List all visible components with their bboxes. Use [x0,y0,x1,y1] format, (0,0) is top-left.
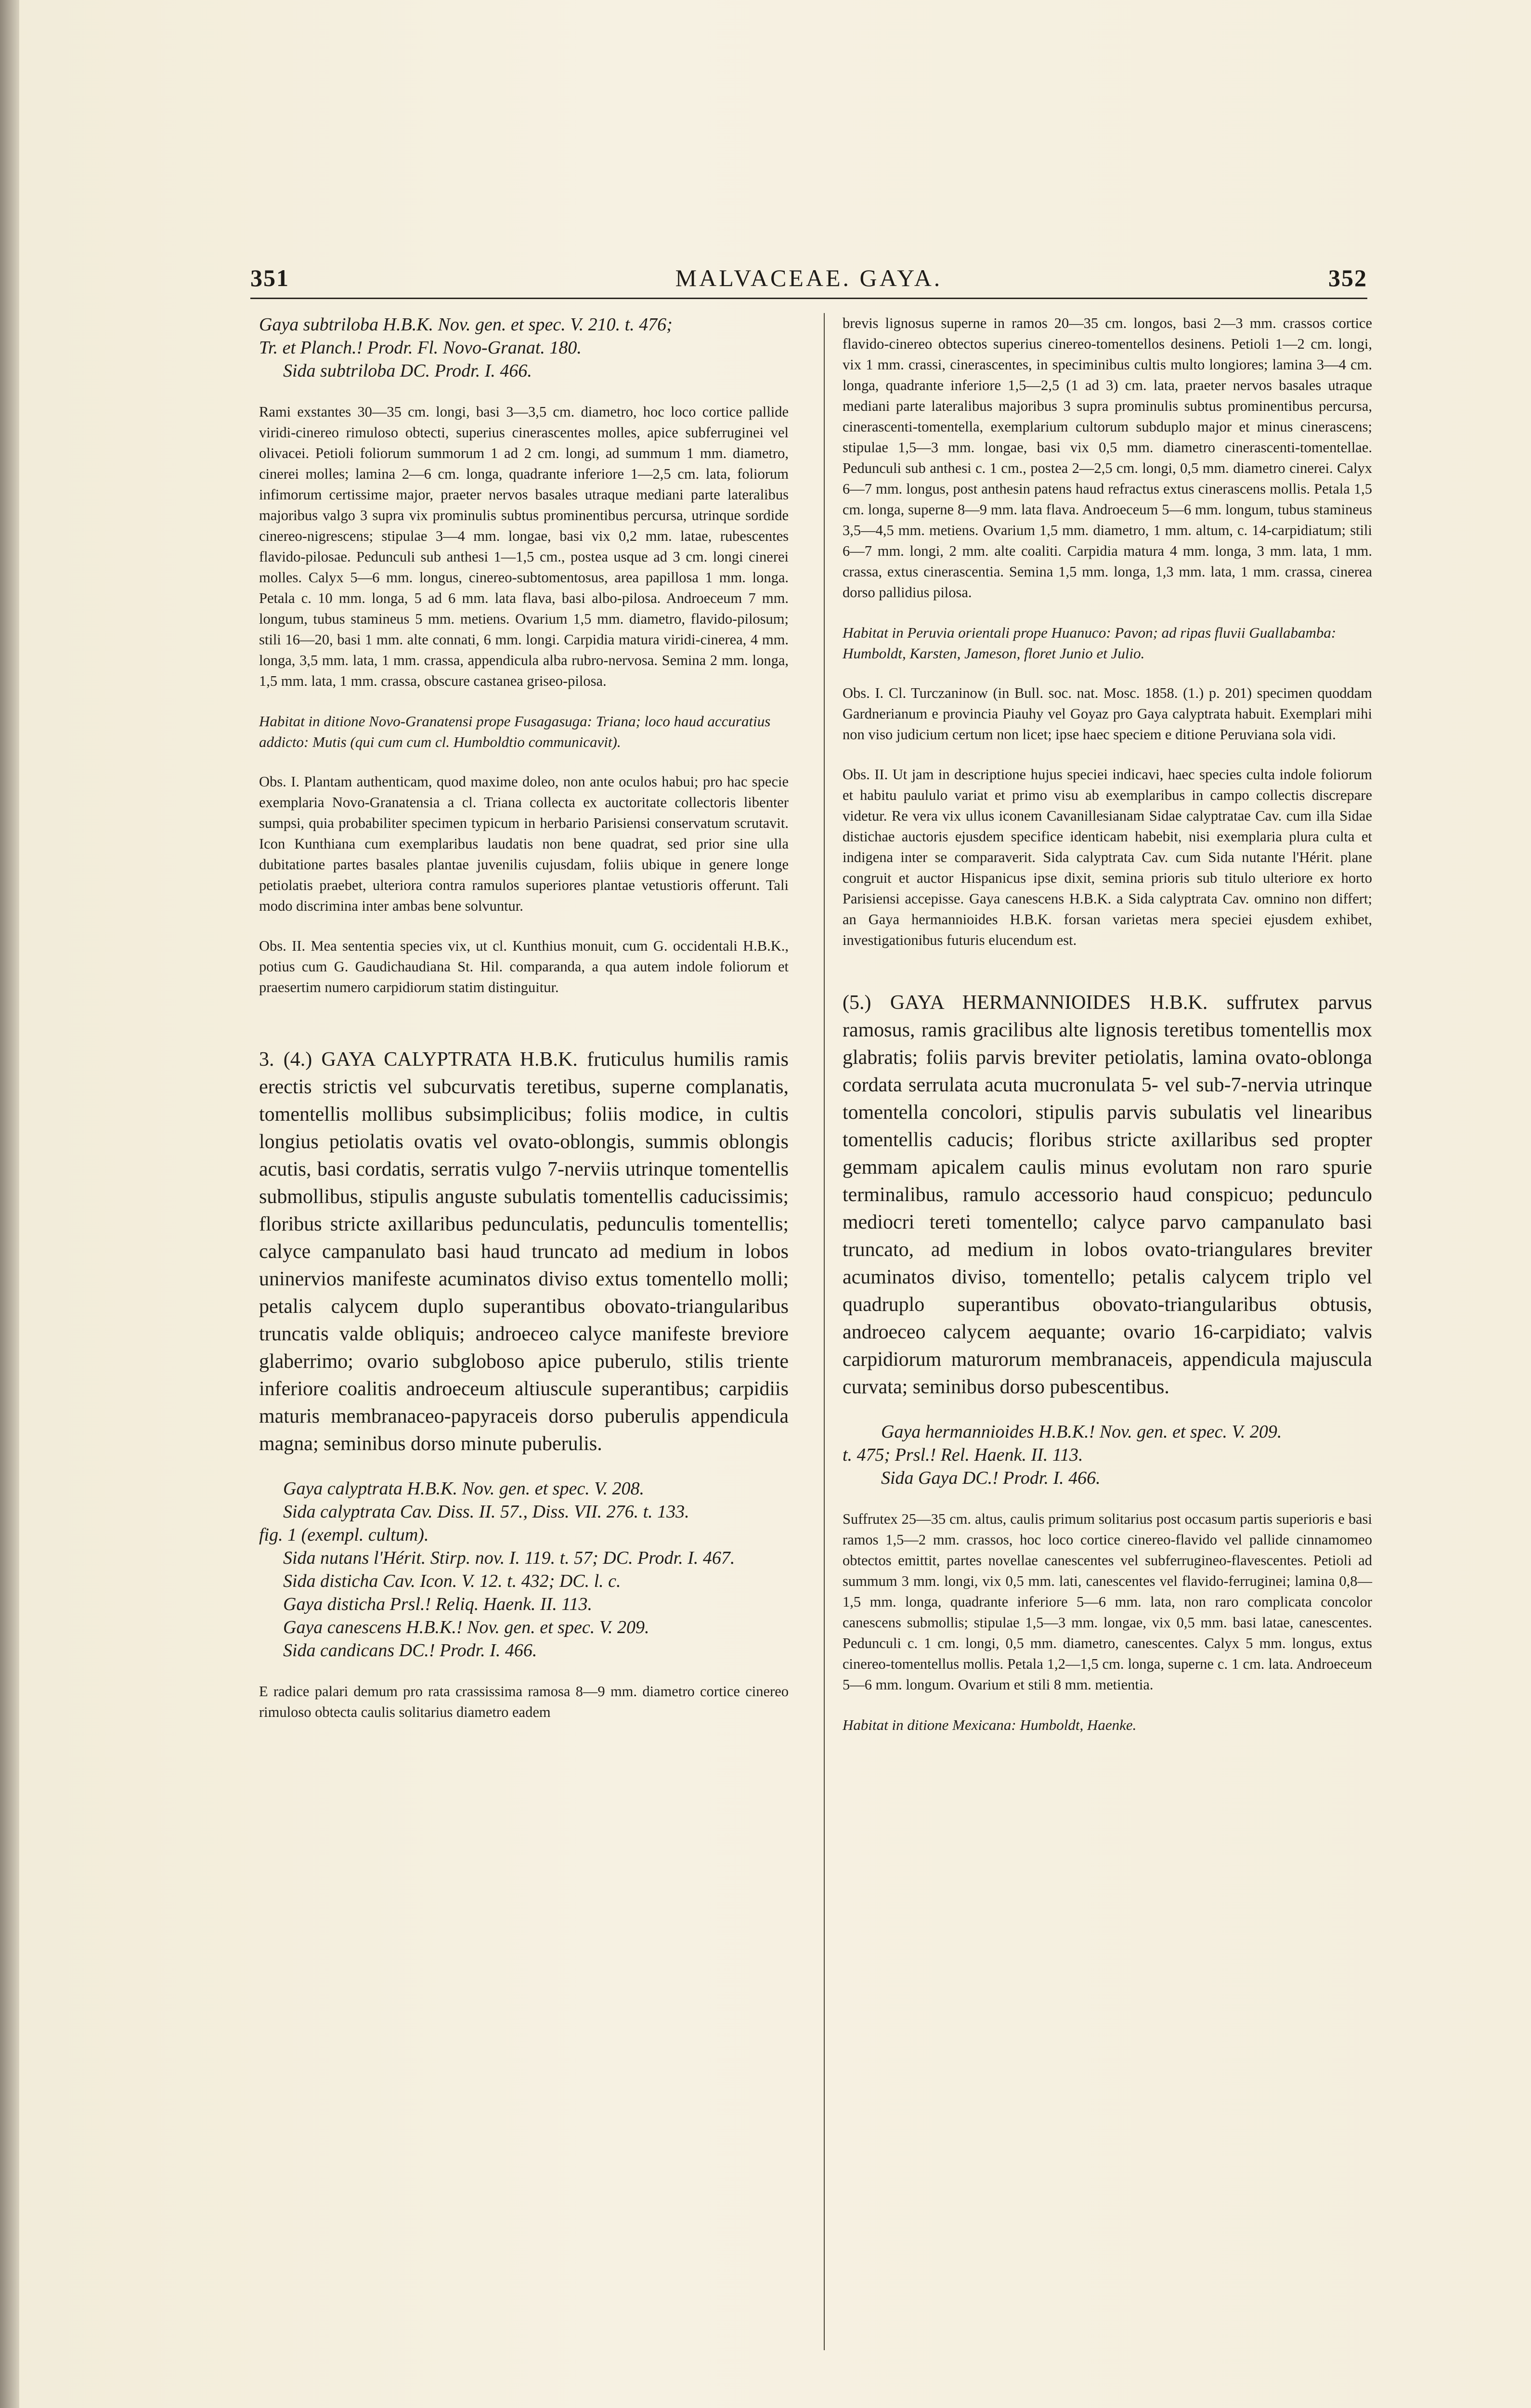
habitat-hermannioides: Habitat in ditione Mexicana: Humboldt, Haenke. [843,1716,1137,1733]
observation-2-calyptrata: Obs. II. Ut jam in descriptione hujus speciei indicavi, haec species culta indole foliorum et habitu paululo variat et primo visu ab exemplaribus in campo collectis discrepare videtur. Re vera vix ullus iconem Cavanillesianam Sidae calyptratae Cav. cum illa Sidae distichae auctoris ejusdem specifice identicam habebit, nisi exemplaria plura culta et indigena inter se comparaverit. Sida calyptrata Cav. cum Sida nutante l'Hérit. plane congruit et auctor Hispanicus ipse dixit, semina prioris sub titulo ulteriore ex horto Parisiensi accepisse. Gaya canescens H.B.K. a Sida calyptrata Cav. omnino non differt; an Gaya hermannioides H.B.K. forsan varietas mera speciei ejusdem exhibet, investigationibus futuris elucendum est. [843,766,1372,948]
citation-line: Sida candicans DC.! Prodr. I. 466. [283,1640,537,1661]
running-header [250,264,1367,298]
citation-line: Tr. et Planch.! Prodr. Fl. Novo-Granat. 180. [259,338,582,358]
citation-line: fig. 1 (exempl. cultum). [259,1525,429,1545]
citation-line: Gaya hermannioides H.B.K.! Nov. gen. et spec. V. 209. [881,1422,1282,1442]
habitat-subtriloba: Habitat in ditione Novo-Granatensi prope Fusagasuga: Triana; loco haud accuratius addicto: Mutis (qui cum cum cl. Humboldtio communicavit). [259,713,771,750]
observation-1-subtriloba: Obs. I. Plantam authenticam, quod maxime doleo, non ante oculos habui; pro hac specie exemplaria Novo-Granatensia a cl. Triana collecta ex auctoritate collectoris libenter sumpsi, quia probabiliter specimen typicum in herbario Parisiensi conservatum scrutavit. Icon Kunthiana cum exemplaribus laudatis non bene quadrat, sed prior sine ulla dubitatione partes basales plantae juvenilis cujusdam, foliis ubique in genere longe petiolatis praebet, ulteriora contra ramulos superiores plantae vetustioris offerunt. Tali modo discrimina inter ambas bene solvuntur. [259,773,789,914]
citation-block-hermannioides [843,1420,1372,1490]
citation-line: Gaya calyptrata H.B.K. Nov. gen. et spec. V. 208. [283,1479,645,1499]
habitat-calyptrata: Habitat in Peruvia orientali prope Huanuco: Pavon; ad ripas fluvii Guallabamba: Humboldt, Karsten, Jameson, floret Junio et Julio. [843,624,1336,662]
citation-block-calyptrata [259,1477,789,1662]
citation-line: Sida calyptrata Cav. Diss. II. 57., Diss. VII. 276. t. 133. [283,1502,689,1522]
description-hermannioides: Suffrutex 25—35 cm. altus, caulis primum solitarius post occasum partis superioris e basi ramos 1,5—2 mm. crassos, hoc loco cortice cinereo-flavido vel pallide cinnamomeo obtectos emittit, partes novellae canescentes vel subferrugineo-flavescentes. Petioli ad summum 3 mm. longi, vix 0,5 mm. lati, canescentes vel flavido-ferruginei; lamina 0,8—1,5 mm. longa, quadrante inferiore 5—6 mm. lata, non raro complicata concolor canescens submollis; stipulae 1,5—3 mm. longae, vix 0,5 mm. basi latae, canescentes. Pedunculi c. 1 cm. longi, 0,5 mm. diametro, canescentes. Calyx 5 mm. longus, extus cinereo-tomentellus mollis. Petala 1,2—1,5 cm. longa, superne c. 1 cm. lata. Androeceum 5—6 mm. longum. Ovarium et stili 8 mm. metientia. [843,1511,1372,1693]
description-subtriloba: Rami exstantes 30—35 cm. longi, basi 3—3,5 cm. diametro, hoc loco cortice pallide viridi-cinereo rimuloso obtecti, superius cinerascentes molles, apice subferruginei vel olivacei. Petioli foliorum summorum 1 ad 2 cm. longi, ad summum 1 mm. diametro, cinerei molles; lamina 2—6 cm. longa, quadrante inferiore 1—2,5 cm. lata, foliorum infimorum certissime major, praeter nervos basales utraque mediani parte lateralibus majoribus valgo 3 supra vix prominulis subtus prominentibus percursa, utrinque sordide cinereo-nigrescens; stipulae 3—4 mm. longae, basi vix 0,2 mm. latae, rubescentes flavido-pilosae. Pedunculi sub anthesi 1—1,5 cm., postea usque ad 3 cm. longi cinerei molles. Calyx 5—6 mm. longus, cinereo-subtomentosus, area papillosa 1 mm. longa. Petala c. 10 mm. longa, 5 ad 6 mm. lata flava, basi albo-pilosa. Androeceum 7 mm. longum, tubus stamineus 5 mm. metiens. Ovarium 1,5 mm. diametro, flavido-pilosum; stili 16—20, basi 1 mm. alte connati, 6 mm. longi. Carpidia matura viridi-cinerea, 4 mm. longa, 3,5 mm. lata, 1 mm. crassa, appendicula alba rubro-nervosa. Semina 2 mm. longa, 1,5 mm. lata, 1 mm. crassa, obscure castanea griseo-pilosa. [259,404,789,689]
column-divider [824,313,825,2350]
running-title: MALVACEAE. GAYA. [675,264,943,291]
citation-block-subtriloba [259,313,789,382]
citation-line: Sida nutans l'Hérit. Stirp. nov. I. 119. t. 57; DC. Prodr. I. 467. [283,1548,735,1568]
citation-line: Gaya canescens H.B.K.! Nov. gen. et spec. V. 209. [283,1617,649,1637]
citation-line: t. 475; Prsl.! Rel. Haenk. II. 113. [843,1445,1083,1465]
citation-line: Gaya subtriloba H.B.K. Nov. gen. et spec. V. 210. t. 476; [259,314,673,335]
species-diagnosis-calyptrata: 3. (4.) GAYA CALYPTRATA H.B.K. fruticulus humilis ramis erectis strictis vel subcurvatis teretibus, superne complanatis, tomentellis mollibus subsimplicibus; foliis modice, in cultis longius petiolatis ovatis vel ovato-oblongis, summis oblongis acutis, basi cordatis, serratis vulgo 7-nerviis utrinque tomentellis submollibus, stipulis anguste subulatis tomentellis caducissimis; floribus stricte axillaribus pedunculatis, pedunculis tomentellis; calyce campanulato basi haud truncato ad medium in lobos uninervios manifeste acuminatos diviso extus tomentello molli; petalis calycem duplo superantibus obovato-triangularibus truncatis valde obliquis; androeceo calyce manifeste breviore glaberrimo; ovario subgloboso apice puberulo, stilis triente inferiore coalitis androeceum altiuscule superantibus; carpidiis maturis membranaceo-papyraceis dorso puberulis appendicula magna; seminibus dorso minute puberulis. [259,1048,789,1455]
header-rule [250,298,1367,299]
right-column [843,313,1372,1735]
observation-1-calyptrata: Obs. I. Cl. Turczaninow (in Bull. soc. nat. Mosc. 1858. (1.) p. 201) specimen quoddam Gardnerianum e provincia Piauhy vel Goyaz pro Gaya calyptrata habuit. Exemplari mihi non viso judicium certum non licet; ipse haec speciem e ditione Peruviana sola vidi. [843,685,1372,743]
species-diagnosis-hermannioides: (5.) GAYA HERMANNIOIDES H.B.K. suffrutex parvus ramosus, ramis gracilibus alte lignosis teretibus tomentellis mox glabratis; foliis parvis breviter petiolatis, lamina ovato-oblonga cordata serrulata acuta mucronulata 5- vel sub-7-nervia utrinque tomentella concolori, stipulis parvis subulatis vel linearibus tomentellis caducis; floribus stricte axillaribus sed propter gemmam apicalem caulis minus evolutam non raro spurie terminalibus, ramulo accessorio haud conspicuo; pedunculo mediocri tereti tomentello; calyce parvo campanulato basi truncato, ad medium in lobos ovato-triangulares breviter acuminatos diviso, tomentello; petalis calycem triplo vel quadruplo superantibus obovato-triangularibus obtusis, androeceo calycem aequante; ovario 16-carpidiato; valvis carpidiorum maturorum membranaceis, appendicula majuscula curvata; seminibus dorso pubescentibus. [843,992,1372,1398]
description-calyptrata-start: E radice palari demum pro rata crassissima ramosa 8—9 mm. diametro cortice cinereo rimuloso obtecta caulis solitarius diametro eadem [259,1683,789,1720]
description-calyptrata-continued: brevis lignosus superne in ramos 20—35 cm. longos, basi 2—3 mm. crassos cortice flavido-cinereo obtectos superius cinereo-tomentellos desinens. Petioli 1—2 cm. longi, vix 1 mm. crassi, cinerascentes, in speciminibus cultis multo longiores; lamina 3—4 cm. longa, quadrante inferiore 1,5—2,5 (1 ad 3) cm. lata, praeter nervos basales utraque mediani parte lateralibus majoribus 3 supra prominulis subtus prominentibus percursa, cinerascenti-tomentella, exemplarium cultorum subduplo major et minus cinerascens; stipulae 1,5—3 mm. longae, basi vix 0,5 mm. diametro cinerascenti-tomentellae. Pedunculi sub anthesi c. 1 cm., postea 2—2,5 cm. longi, 0,5 mm. diametro cinerei. Calyx 6—7 mm. longus, post anthesin patens haud refractus extus cinerascens mollis. Petala 1,5 cm. longa, superne 8—9 mm. lata flava. Androeceum 5—6 mm. longum, tubus stamineus 3,5—4,5 mm. metiens. Ovarium 1,5 mm. diametro, 1 mm. altum, c. 14-carpidiatum; stili 6—7 mm. longi, 2 mm. alte coaliti. Carpidia matura 4 mm. longa, 3 mm. lata, 1 mm. crassa, extus cinerascentia. Semina 1,5 mm. longa, 1,3 mm. lata, 1 mm. crassa, cinerea dorso pallidius pilosa. [843,315,1372,601]
right-page-number: 352 [1328,264,1367,291]
citation-line: Gaya disticha Prsl.! Reliq. Haenk. II. 113. [283,1594,592,1614]
citation-line: Sida subtriloba DC. Prodr. I. 466. [283,361,532,381]
citation-line: Sida disticha Cav. Icon. V. 12. t. 432; DC. l. c. [283,1571,621,1591]
observation-2-subtriloba: Obs. II. Mea sententia species vix, ut cl. Kunthius monuit, cum G. occidentali H.B.K., potius cum G. Gaudichaudiana St. Hil. comparanda, a qua autem indole foliorum et praesertim numero carpidiorum statim distinguitur. [259,938,789,995]
citation-line: Sida Gaya DC.! Prodr. I. 466. [881,1468,1101,1488]
left-column [259,313,789,1723]
book-spine-shadow [0,0,19,2408]
left-page-number: 351 [250,264,289,291]
